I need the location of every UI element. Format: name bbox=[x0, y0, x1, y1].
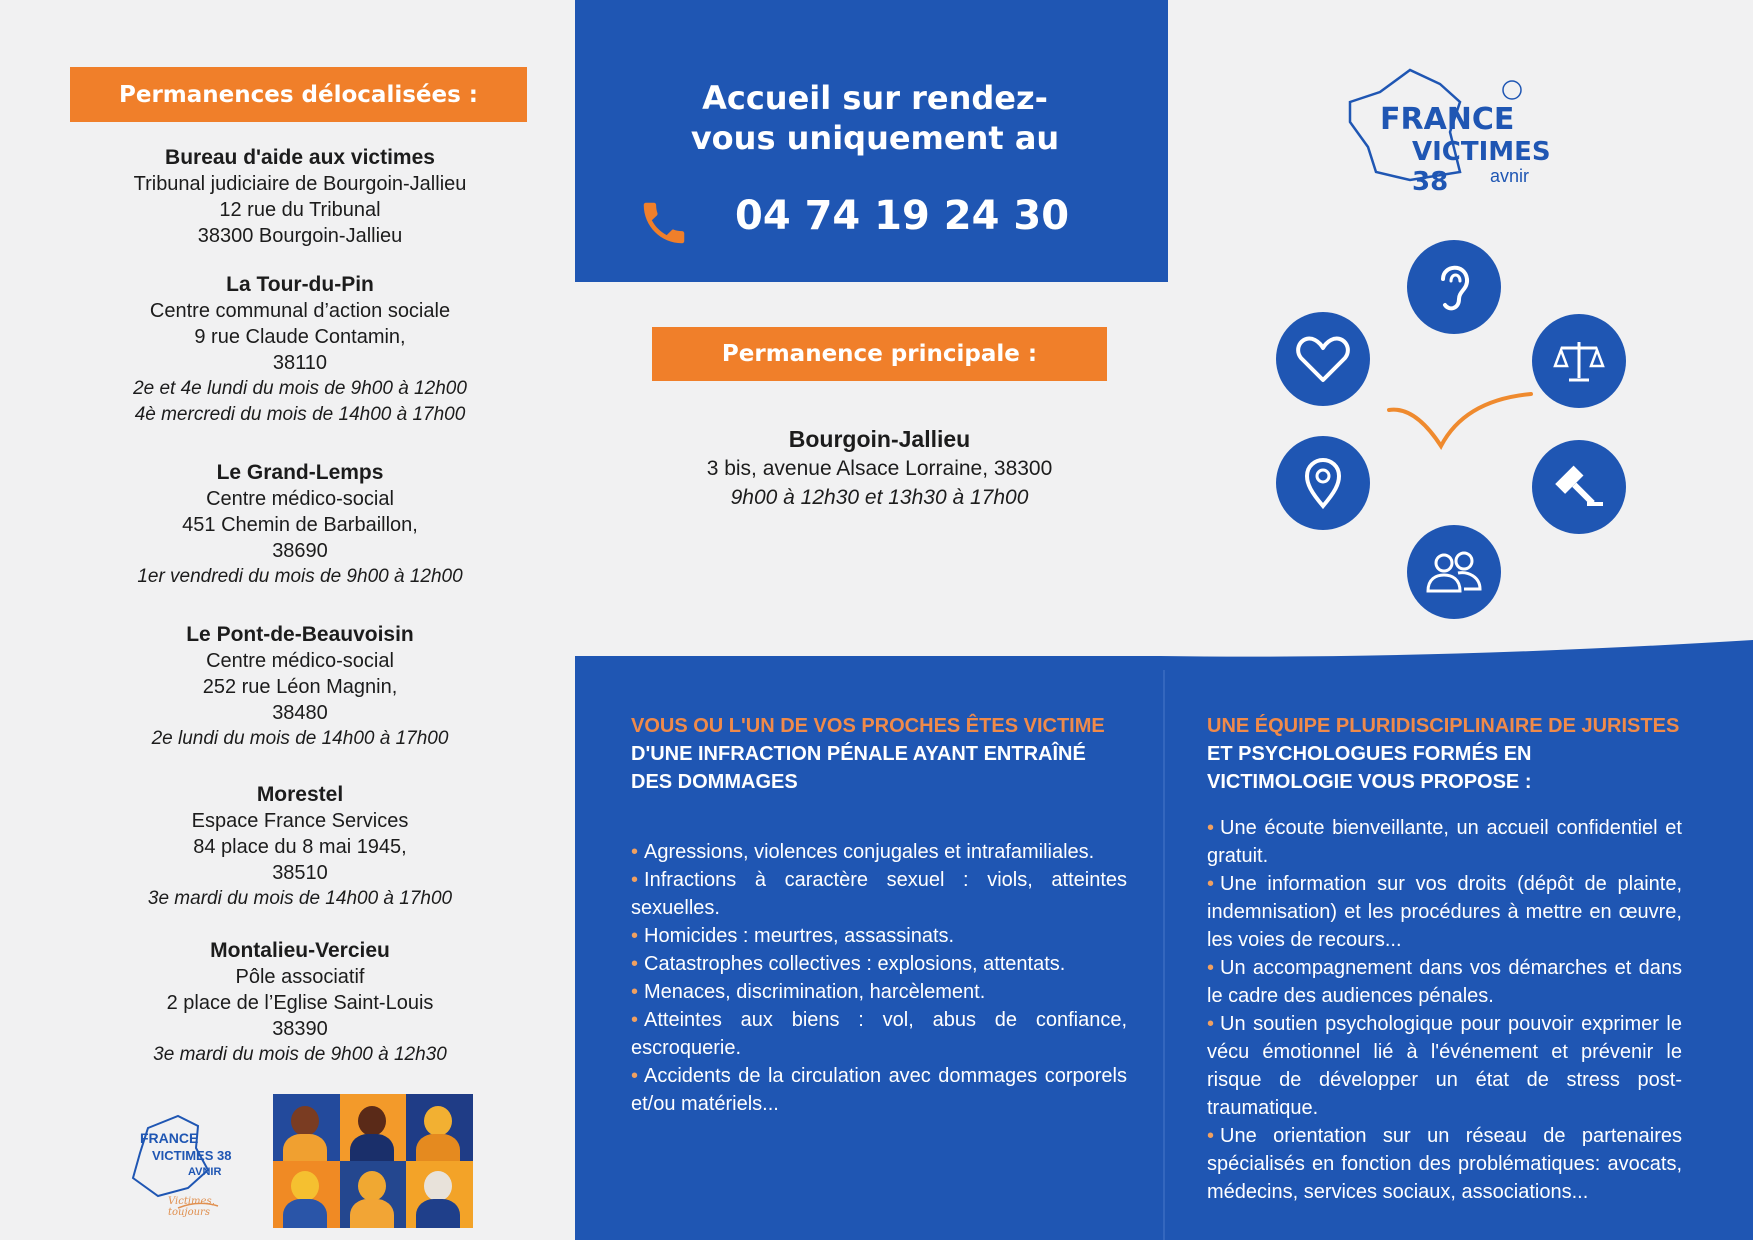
location-name: Le Grand-Lemps bbox=[216, 461, 384, 484]
list-item: • Menaces, discrimination, harcèlement. bbox=[631, 978, 1127, 1006]
main-location-address: 3 bis, avenue Alsace Lorraine, 38300 bbox=[706, 457, 1053, 480]
location-block bbox=[80, 938, 520, 1068]
contact-title: Accueil sur rendez-vous uniquement au bbox=[690, 79, 1060, 157]
location-block bbox=[80, 272, 520, 428]
main-logo bbox=[1340, 62, 1580, 197]
team-heading bbox=[1207, 712, 1682, 796]
logo-line3: avnir bbox=[1490, 166, 1530, 186]
location-line: Centre médico-social bbox=[206, 650, 394, 672]
location-schedule: 4è mercredi du mois de 14h00 à 17h00 bbox=[134, 404, 466, 425]
victim-heading-highlight: VOUS OU L'UN DE VOS PROCHES ÊTES VICTIME bbox=[631, 715, 1105, 737]
main-title: Permanence principale : bbox=[721, 341, 1038, 367]
list-item: • Catastrophes collectives : explosions, attentats. bbox=[631, 950, 1127, 978]
location-circle bbox=[1276, 436, 1370, 530]
logo-line2: VICTIMES 38 bbox=[1412, 137, 1551, 197]
list-item: • Un accompagnement dans vos démarches et dans le cadre des audiences pénales. bbox=[1207, 954, 1682, 1010]
small-logo-line3: AVNIR bbox=[188, 1166, 222, 1178]
list-item: • Agressions, violences conjugales et intrafamiliales. bbox=[631, 838, 1127, 866]
location-pin-icon bbox=[1301, 456, 1345, 510]
victim-section bbox=[631, 712, 1127, 1118]
location-line: 38390 bbox=[272, 1018, 328, 1040]
location-line: 451 Chemin de Barbaillon, bbox=[182, 514, 418, 536]
location-name: La Tour-du-Pin bbox=[226, 273, 374, 296]
location-block bbox=[80, 782, 520, 912]
scales-circle bbox=[1532, 314, 1626, 408]
logo-line1: FRANCE bbox=[1380, 102, 1515, 137]
location-schedule: 3e mardi du mois de 14h00 à 17h00 bbox=[147, 888, 453, 909]
gavel-circle bbox=[1532, 440, 1626, 534]
list-item: • Une écoute bienveillante, un accueil confidentiel et gratuit. bbox=[1207, 814, 1682, 870]
contact-box bbox=[575, 0, 1168, 282]
victim-heading-rest: D'UNE INFRACTION PÉNALE AYANT ENTRAÎNÉ DES DOMMAGES bbox=[631, 743, 1086, 793]
phone-number[interactable]: 04 74 19 24 30 bbox=[735, 193, 1070, 239]
location-schedule: 3e mardi du mois de 9h00 à 12h30 bbox=[153, 1044, 447, 1065]
list-item: • Infractions à caractère sexuel : viols, atteintes sexuelles. bbox=[631, 866, 1127, 922]
location-line: 38480 bbox=[272, 702, 328, 724]
people-circle bbox=[1407, 525, 1501, 619]
victim-list bbox=[631, 838, 1127, 1118]
location-line: 9 rue Claude Contamin, bbox=[194, 326, 406, 348]
ear-icon bbox=[1429, 259, 1479, 315]
location-line: 84 place du 8 mai 1945, bbox=[193, 836, 407, 858]
location-name: Le Pont-de-Beauvoisin bbox=[186, 623, 414, 646]
location-line: 38110 bbox=[272, 352, 328, 374]
heart-icon bbox=[1295, 334, 1351, 384]
location-block bbox=[80, 460, 520, 590]
gavel-icon bbox=[1551, 460, 1607, 514]
small-logo-tagline: Victimes, toujours bbox=[168, 1196, 215, 1218]
phone-icon bbox=[637, 196, 691, 250]
list-item: • Une information sur vos droits (dépôt de plainte, indemnisation) et les procédures à mettre en œuvre, les voies de recours... bbox=[1207, 870, 1682, 954]
location-line: 38510 bbox=[272, 862, 328, 884]
location-block bbox=[80, 145, 520, 249]
location-line: Pôle associatif bbox=[235, 966, 365, 988]
check-swoosh-icon bbox=[1385, 390, 1535, 460]
location-schedule: 1er vendredi du mois de 9h00 à 12h00 bbox=[137, 566, 463, 587]
location-line: Centre communal d’action sociale bbox=[149, 300, 451, 322]
location-name: Bureau d'aide aux victimes bbox=[165, 146, 435, 169]
location-line: Tribunal judiciaire de Bourgoin-Jallieu bbox=[133, 173, 467, 195]
people-icon bbox=[1424, 547, 1484, 597]
location-name: Montalieu-Vercieu bbox=[210, 939, 390, 962]
main-location-name: Bourgoin-Jallieu bbox=[788, 426, 971, 452]
list-item: • Un soutien psychologique pour pouvoir exprimer le vécu émotionnel lié à l'événement et prévenir le risque de développer un état de stress post-traumatique. bbox=[1207, 1010, 1682, 1122]
list-item: • Accidents de la circulation avec dommages corporels et/ou matériels... bbox=[631, 1062, 1127, 1118]
team-heading-rest: ET PSYCHOLOGUES FORMÉS EN VICTIMOLOGIE VOUS PROPOSE : bbox=[1207, 743, 1532, 793]
main-location bbox=[652, 425, 1107, 512]
ear-circle bbox=[1407, 240, 1501, 334]
list-item: • Une orientation sur un réseau de partenaires spécialisés en fonction des problématiques: avocats, médecins, services sociaux, associations... bbox=[1207, 1122, 1682, 1206]
location-line: 38690 bbox=[272, 540, 328, 562]
location-line: Espace France Services bbox=[191, 810, 409, 832]
location-schedule: 2e lundi du mois de 14h00 à 17h00 bbox=[151, 728, 449, 749]
delocalised-title-bar bbox=[70, 67, 527, 122]
team-list bbox=[1207, 814, 1682, 1206]
location-name: Morestel bbox=[256, 783, 344, 806]
delocalised-title: Permanences délocalisées : bbox=[118, 81, 478, 108]
small-logo-line2: VICTIMES 38 bbox=[152, 1148, 232, 1163]
small-logo bbox=[118, 1108, 258, 1218]
location-line: 2 place de l’Eglise Saint-Louis bbox=[166, 992, 434, 1014]
victim-heading bbox=[631, 712, 1127, 796]
portrait-grid-image bbox=[273, 1094, 473, 1228]
location-line: 38300 Bourgoin-Jallieu bbox=[197, 225, 403, 247]
location-block bbox=[80, 622, 520, 752]
team-heading-highlight: UNE ÉQUIPE PLURIDISCIPLINAIRE DE JURISTES bbox=[1207, 715, 1680, 737]
list-item: • Atteintes aux biens : vol, abus de confiance, escroquerie. bbox=[631, 1006, 1127, 1062]
list-item: • Homicides : meurtres, assassinats. bbox=[631, 922, 1127, 950]
team-section bbox=[1207, 712, 1682, 1206]
small-logo-line1: FRANCE bbox=[140, 1130, 199, 1146]
heart-circle bbox=[1276, 312, 1370, 406]
location-line: Centre médico-social bbox=[206, 488, 394, 510]
main-title-bar bbox=[652, 327, 1107, 381]
scales-icon bbox=[1551, 336, 1607, 386]
location-schedule: 2e et 4e lundi du mois de 9h00 à 12h00 bbox=[133, 378, 467, 399]
location-line: 12 rue du Tribunal bbox=[219, 199, 381, 221]
main-location-hours: 9h00 à 12h30 et 13h30 à 17h00 bbox=[730, 486, 1029, 509]
location-line: 252 rue Léon Magnin, bbox=[202, 676, 398, 698]
